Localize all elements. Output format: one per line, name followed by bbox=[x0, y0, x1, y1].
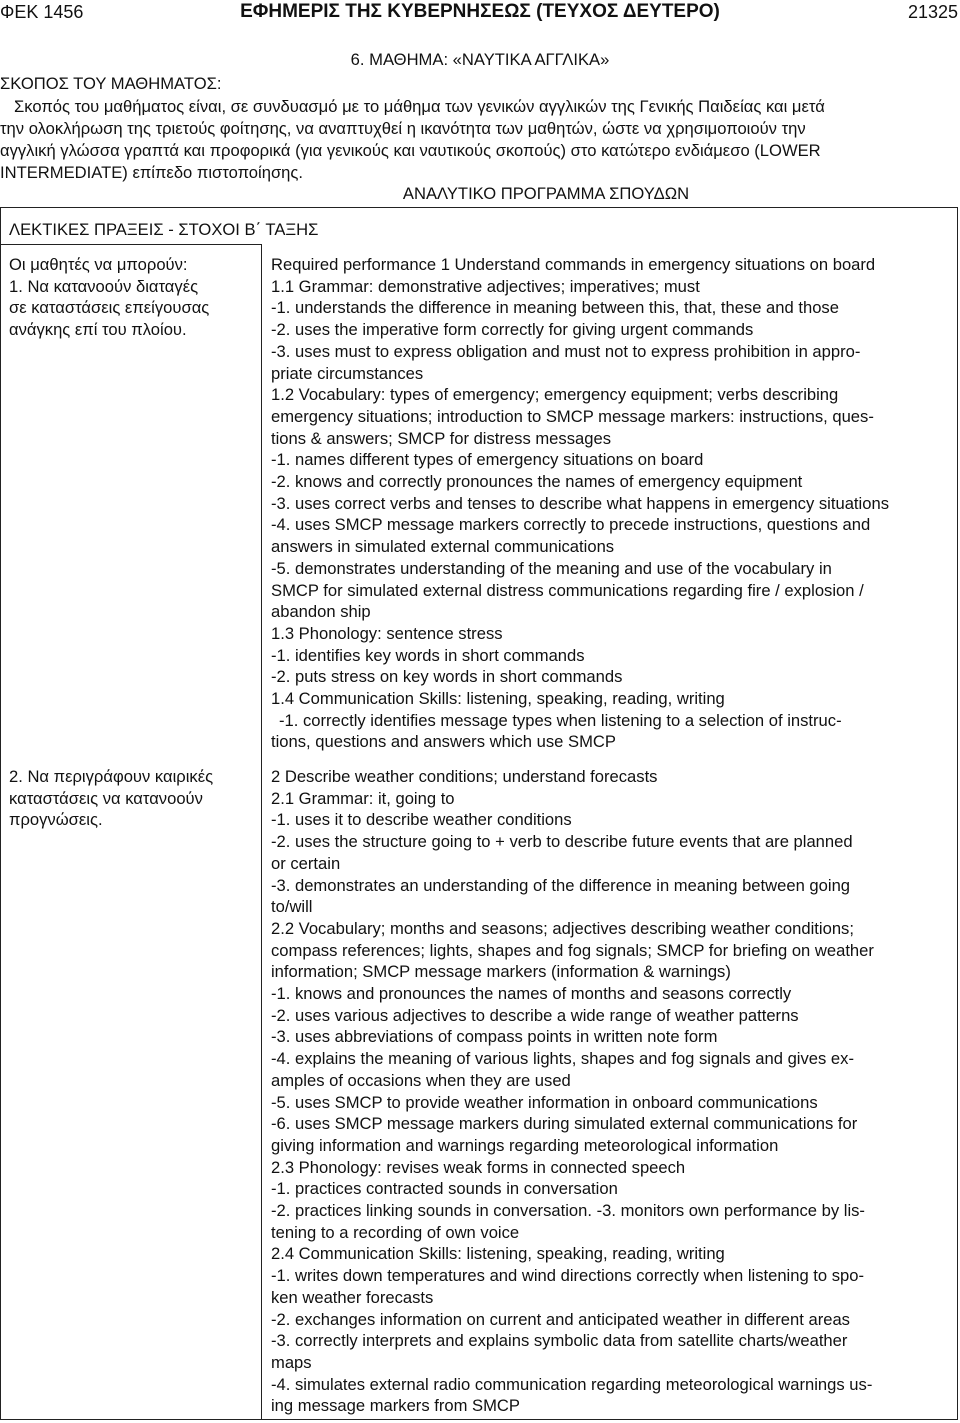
objective-line: σε καταστάσεις επείγουσας bbox=[9, 298, 210, 318]
performance-section-2 bbox=[271, 766, 874, 1417]
objectives-intro: Οι μαθητές να μπορούν: bbox=[9, 255, 188, 274]
syllabus-table bbox=[0, 207, 958, 1420]
performance-line: amples of occasions when they are used bbox=[271, 1070, 571, 1090]
performance-line: compass references; lights, shapes and fog signals; SMCP for briefing on weather bbox=[271, 940, 874, 960]
performance-line: -1. correctly identifies message types when listening to a selection of instruc- bbox=[279, 710, 842, 730]
performance-line: tions, questions and answers which use SMCP bbox=[271, 732, 616, 752]
performance-line: 2 Describe weather conditions; understand forecasts bbox=[271, 767, 658, 786]
aim-line: Σκοπός του μαθήματος είναι, σε συνδυασμό με το μάθημα των γενικών αγγλικών της Γενικής Παιδείας και μετά bbox=[14, 97, 825, 116]
objective-line: 1. Να κατανοούν διαταγές bbox=[9, 276, 199, 296]
performance-line: ken weather forecasts bbox=[271, 1287, 434, 1307]
performance-line: giving information and warnings regarding meteorological information bbox=[271, 1135, 779, 1155]
performance-line: Required performance 1 Understand commands in emergency situations on board bbox=[271, 255, 876, 274]
performance-line: 2.1 Grammar: it, going to bbox=[271, 788, 455, 808]
performance-line: maps bbox=[271, 1352, 312, 1372]
performance-line: abandon ship bbox=[271, 602, 371, 622]
performance-line: -3. uses correct verbs and tenses to describe what happens in emergency situations bbox=[271, 493, 889, 513]
performance-line: -4. simulates external radio communication regarding meteorological warnings us- bbox=[271, 1374, 873, 1394]
page-number: 21325 bbox=[907, 2, 958, 22]
aim-line: την ολοκλήρωση της τριετούς φοίτησης, να αναπτυχθεί η ικανότητα των μαθητών, ώστε να χρησιμοποιούν την bbox=[0, 119, 806, 138]
performance-line: -1. knows and pronounces the names of months and seasons correctly bbox=[271, 984, 792, 1004]
performance-line: -1. names different types of emergency situations on board bbox=[271, 450, 704, 470]
performance-line: -3. correctly interprets and explains symbolic data from satellite charts/weather bbox=[271, 1331, 848, 1351]
performance-line: 2.2 Vocabulary; months and seasons; adjectives describing weather conditions; bbox=[271, 918, 854, 938]
objective-line: προγνώσεις. bbox=[9, 810, 103, 830]
performance-section-1 bbox=[271, 254, 889, 753]
performance-line: 1.2 Vocabulary: types of emergency; emergency equipment; verbs describing bbox=[271, 385, 839, 405]
performance-line: -4. explains the meaning of various lights, shapes and fog signals and gives ex- bbox=[271, 1049, 854, 1069]
objective-line: 2. Να περιγράφουν καιρικές bbox=[9, 767, 214, 786]
performance-line: -2. exchanges information on current and anticipated weather in different areas bbox=[271, 1309, 850, 1329]
performance-line: -2. uses various adjectives to describe a wide range of weather patterns bbox=[271, 1005, 799, 1025]
performance-line: -3. demonstrates an understanding of the difference in meaning between going bbox=[271, 875, 851, 895]
gazette-title: ΕΦΗΜΕΡΙΣ ΤΗΣ ΚΥΒΕΡΝΗΣΕΩΣ (ΤΕΥΧΟΣ ΔΕΥΤΕΡΟ) bbox=[240, 1, 720, 22]
performance-line: -5. uses SMCP to provide weather information in onboard communications bbox=[271, 1092, 818, 1112]
performance-line: SMCP for simulated external distress communications regarding fire / explosion / bbox=[271, 580, 864, 600]
performance-line: -3. uses abbreviations of compass points in written note form bbox=[271, 1027, 718, 1047]
performance-line: -2. uses the structure going to + verb to describe future events that are planned bbox=[271, 832, 853, 852]
performance-line: priate circumstances bbox=[271, 363, 424, 383]
objective-line: ανάγκης επί του πλοίου. bbox=[9, 320, 187, 340]
program-title: ΑΝΑΛΥΤΙΚΟ ΠΡΟΓΡΑΜΜΑ ΣΠΟΥΔΩΝ bbox=[402, 184, 690, 203]
performance-line: answers in simulated external communications bbox=[271, 537, 615, 557]
performance-line: -1. writes down temperatures and wind directions correctly when listening to spo- bbox=[271, 1266, 865, 1286]
performance-line: -3. uses must to express obligation and must not to express prohibition in appro- bbox=[271, 341, 861, 361]
performance-line: -4. uses SMCP message markers correctly to precede instructions, questions and bbox=[271, 515, 871, 535]
performance-line: -1. understands the difference in meaning between this, that, these and those bbox=[271, 298, 839, 318]
performance-line: or certain bbox=[271, 853, 341, 873]
performance-line: 1.3 Phonology: sentence stress bbox=[271, 623, 503, 643]
performance-line: -5. demonstrates understanding of the meaning and use of the vocabulary in bbox=[271, 558, 832, 578]
performance-line: 1.4 Communication Skills: listening, speaking, reading, writing bbox=[271, 689, 725, 709]
page-header bbox=[0, 0, 960, 28]
objectives-block-2 bbox=[9, 766, 213, 831]
table-left-header: ΛΕΚΤΙΚΕΣ ΠΡΑΞΕΙΣ - ΣΤΟΧΟΙ Β΄ ΤΑΞΗΣ bbox=[9, 220, 319, 239]
performance-line: -1. practices contracted sounds in conversation bbox=[271, 1179, 618, 1199]
performance-line: -6. uses SMCP message markers during simulated external communications for bbox=[271, 1114, 858, 1134]
column-divider bbox=[261, 244, 262, 1419]
performance-line: -1. uses it to describe weather conditions bbox=[271, 810, 572, 830]
performance-line: 2.3 Phonology: revises weak forms in connected speech bbox=[271, 1157, 686, 1177]
aim-line: αγγλική γλώσσα γραπτά και προφορικά (για γενικούς και ναυτικούς σκοπούς) στο κατώτερο ενδιάμεσο (LOWER bbox=[0, 141, 821, 160]
performance-line: to/will bbox=[271, 897, 313, 917]
aim-line: INTERMEDIATE) επίπεδο πιστοποίησης. bbox=[0, 163, 304, 182]
course-title: 6. ΜΑΘΗΜΑ: «ΝΑΥΤΙΚΑ ΑΓΓΛΙΚΑ» bbox=[350, 50, 610, 69]
performance-line: -2. knows and correctly pronounces the names of emergency equipment bbox=[271, 472, 803, 492]
performance-line: ing message markers from SMCP bbox=[271, 1396, 520, 1416]
performance-line: emergency situations; introduction to SMCP message markers: instructions, ques- bbox=[271, 406, 874, 426]
performance-line: -2. puts stress on key words in short commands bbox=[271, 667, 623, 687]
performance-line: -1. identifies key words in short commands bbox=[271, 645, 585, 665]
aim-paragraph bbox=[0, 96, 960, 184]
performance-line: 1.1 Grammar: demonstrative adjectives; imperatives; must bbox=[271, 276, 700, 296]
header-divider bbox=[1, 244, 261, 245]
performance-line: information; SMCP message markers (information & warnings) bbox=[271, 962, 731, 982]
performance-line: tening to a recording of own voice bbox=[271, 1222, 520, 1242]
gazette-issue-label: ΦΕΚ 1456 bbox=[0, 2, 84, 22]
performance-line: -2. practices linking sounds in conversation. -3. monitors own performance by lis- bbox=[271, 1201, 865, 1221]
aim-heading: ΣΚΟΠΟΣ ΤΟΥ ΜΑΘΗΜΑΤΟΣ: bbox=[0, 74, 222, 93]
objectives-block-1 bbox=[9, 254, 209, 341]
performance-line: 2.4 Communication Skills: listening, speaking, reading, writing bbox=[271, 1244, 725, 1264]
performance-line: tions & answers; SMCP for distress messages bbox=[271, 428, 611, 448]
performance-line: -2. uses the imperative form correctly for giving urgent commands bbox=[271, 320, 754, 340]
objective-line: καταστάσεις να κατανοούν bbox=[9, 788, 203, 808]
